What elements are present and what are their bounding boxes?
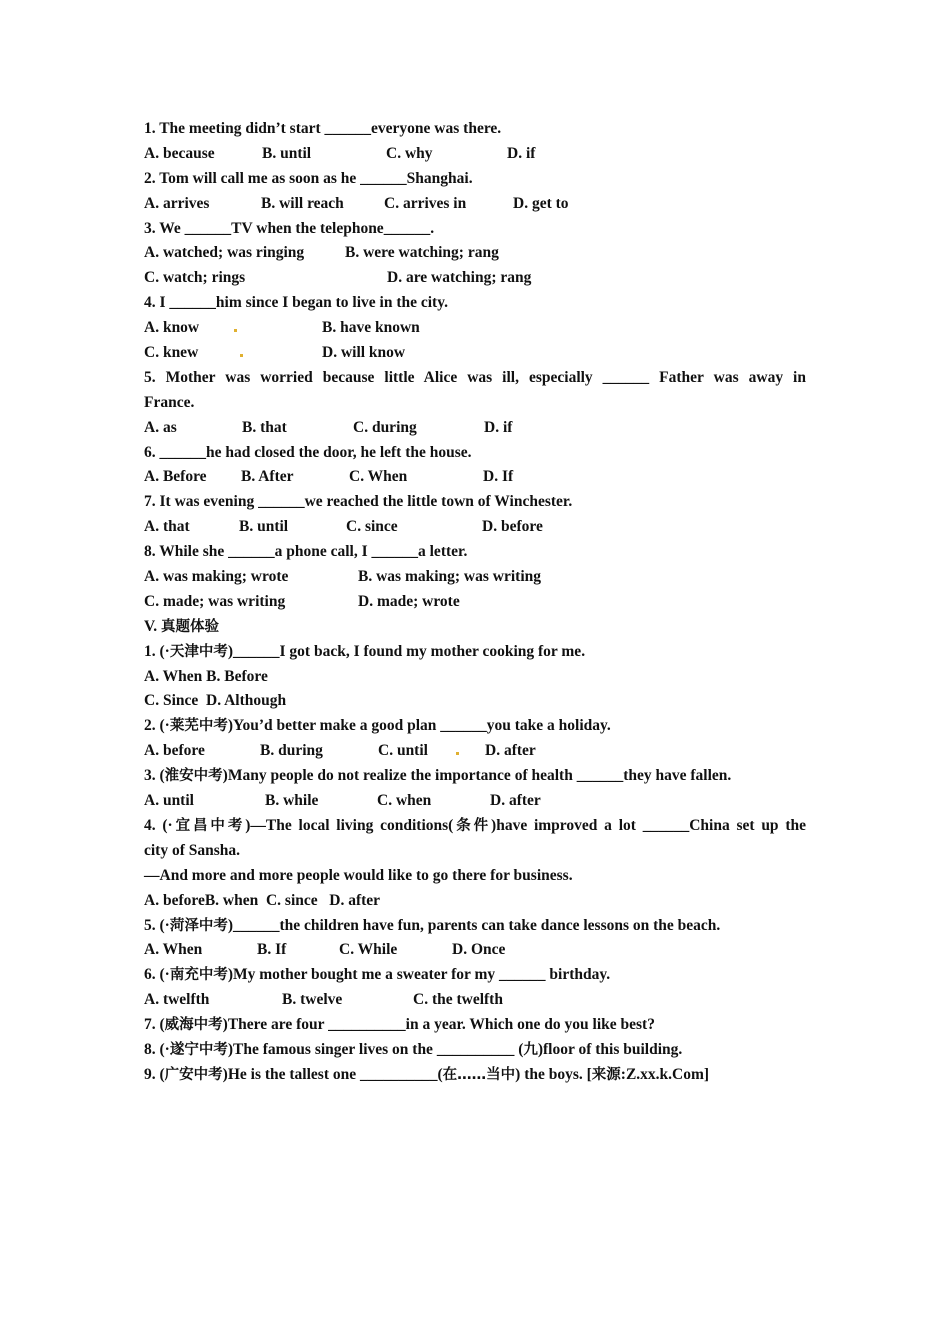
exam-question-3-options	[144, 789, 806, 814]
exam-source: 淮安中考	[164, 768, 223, 785]
option-c: C. watch; rings	[144, 269, 246, 287]
question-3-options-row2	[144, 266, 806, 291]
chinese-gloss: 在……当中	[442, 1066, 516, 1083]
section-v-heading	[144, 615, 806, 640]
worksheet	[144, 117, 806, 1088]
option-b: B. until	[262, 144, 312, 162]
option-c: C. knew	[144, 344, 199, 362]
question-text-cont: )floor of this building.	[537, 1040, 683, 1058]
question-number: 2. (·	[144, 717, 170, 735]
question-number: 5. (·	[144, 916, 170, 934]
question-3-stem: 3. We ______TV when the telephone______.	[144, 219, 435, 237]
option-b: B. during	[260, 742, 323, 760]
option-d: D. if	[507, 144, 536, 162]
question-text: )______I got back, I found my mother cooking for me.	[227, 642, 586, 660]
option-a: A. as	[144, 418, 177, 436]
question-5-stem-line1: 5. Mother was worried because little Alice was ill, especially ______ Father was away in	[144, 368, 806, 386]
question-text: )He is the tallest one __________(	[222, 1065, 443, 1083]
question-number: 9. (	[144, 1065, 165, 1083]
exam-question-1-options-row2: C. Since D. Although	[144, 692, 287, 710]
option-d: D. get to	[513, 194, 569, 212]
option-b: B. were watching; rang	[345, 244, 499, 262]
question-4-stem: 4. I ______him since I began to live in the city.	[144, 294, 448, 312]
exam-question-2	[144, 714, 806, 739]
option-a: A. When	[144, 941, 203, 959]
exam-question-6	[144, 963, 806, 988]
option-d: D. Once	[452, 941, 506, 959]
question-text-cont: ) the boys. [	[515, 1065, 592, 1083]
option-c: C. arrives in	[384, 194, 467, 212]
option-c: C. While	[339, 941, 398, 959]
exam-source: 宜昌中考	[172, 817, 246, 834]
question-1-stem: 1. The meeting didn’t start ______everyone was there.	[144, 120, 502, 137]
scan-speck	[240, 354, 243, 357]
exam-question-4-options: A. beforeB. when C. since D. after	[144, 891, 381, 909]
exam-question-2-options	[144, 739, 806, 764]
question-text: )There are four __________in a year. Which one do you like best?	[222, 1016, 655, 1034]
question-8-options-row1	[144, 565, 806, 590]
question-2-options	[144, 192, 806, 217]
option-b: B. will reach	[261, 194, 344, 212]
option-c: C. until	[378, 742, 428, 760]
option-a: A. watched; was ringing	[144, 244, 305, 262]
question-number: 6. (·	[144, 966, 170, 984]
exam-source: 广安中考	[164, 1066, 223, 1083]
option-d: D. after	[485, 742, 536, 760]
question-number: 7. (	[144, 1016, 165, 1034]
question-4-options-row1	[144, 316, 806, 341]
exam-question-9	[144, 1063, 806, 1088]
option-a: A. know	[144, 319, 200, 337]
question-text: )My mother bought me a sweater for my ______ birthday.	[227, 966, 611, 984]
option-b: B. until	[239, 518, 289, 536]
option-b: B. twelve	[282, 991, 343, 1009]
option-a: A. before	[144, 742, 205, 760]
option-a: A. because	[144, 144, 215, 162]
source-label: 来源	[591, 1066, 621, 1083]
question-text-cont: )have improved a lot ______China set up the	[491, 816, 806, 834]
option-b: B. If	[257, 941, 287, 959]
option-b: B. After	[241, 468, 294, 486]
option-d: D. after	[490, 792, 541, 810]
exam-question-4-line3: —And more and more people would like to go there for business.	[144, 866, 573, 884]
option-b: B. was making; was writing	[358, 568, 542, 586]
option-a: A. Before	[144, 468, 207, 486]
exam-source: 莱芜中考	[169, 718, 228, 735]
question-5-options	[144, 416, 806, 441]
exam-question-7	[144, 1013, 806, 1038]
exam-source: 威海中考	[164, 1017, 223, 1034]
option-a: A. arrives	[144, 194, 210, 212]
scan-speck	[456, 752, 459, 755]
exam-question-1	[144, 640, 806, 665]
option-b: B. have known	[322, 319, 420, 337]
source-url: :Z.xx.k.Com]	[620, 1065, 710, 1083]
exam-question-5-options	[144, 938, 806, 963]
option-a: A. twelfth	[144, 991, 210, 1009]
question-4-options-row2	[144, 341, 806, 366]
option-c: C. made; was writing	[144, 592, 286, 610]
exam-question-8	[144, 1038, 806, 1063]
option-c: C. since	[346, 518, 398, 536]
option-d: D. are watching; rang	[387, 269, 532, 287]
option-d: D. will know	[322, 344, 406, 362]
exam-question-1-options-row1: A. When B. Before	[144, 667, 268, 685]
option-c: C. when	[377, 792, 432, 810]
option-c: C. the twelfth	[413, 991, 503, 1009]
exam-source: 菏泽中考	[169, 917, 228, 934]
question-1-options	[144, 142, 806, 167]
question-text: )Many people do not realize the importance of health ______they have fallen.	[222, 767, 732, 785]
chinese-gloss: 条件	[453, 817, 492, 834]
exam-question-4	[144, 814, 806, 839]
option-b: B. while	[265, 792, 319, 810]
question-6-stem: 6. ______he had closed the door, he left the house.	[144, 443, 472, 461]
exam-source: 遂宁中考	[169, 1041, 228, 1058]
option-d: D. if	[484, 418, 513, 436]
option-b: B. that	[242, 418, 287, 436]
section-v-number: V.	[144, 617, 161, 635]
option-d: D. made; wrote	[358, 592, 460, 610]
question-2-stem: 2. Tom will call me as soon as he ______Shanghai.	[144, 169, 473, 187]
option-a: A. until	[144, 792, 194, 810]
question-text: )You’d better make a good plan ______you take a holiday.	[227, 717, 611, 735]
option-a: A. that	[144, 518, 190, 536]
option-a: A. was making; wrote	[144, 568, 289, 586]
question-text: )The famous singer lives on the __________ (	[227, 1040, 524, 1058]
question-3-options-row1	[144, 241, 806, 266]
exam-question-5	[144, 914, 806, 939]
exam-question-6-options	[144, 988, 806, 1013]
exam-source: 南充中考	[169, 967, 228, 984]
question-text: )______the children have fun, parents can take dance lessons on the beach.	[227, 916, 721, 934]
exam-question-4-line2: city of Sansha.	[144, 841, 241, 859]
question-number: 1. (·	[144, 642, 170, 660]
question-5-stem-line2: France.	[144, 393, 195, 411]
question-8-options-row2	[144, 590, 806, 615]
option-c: C. during	[353, 418, 417, 436]
option-c: C. When	[349, 468, 408, 486]
option-d: D. before	[482, 518, 543, 536]
option-d: D. If	[483, 468, 514, 486]
question-number: 8. (·	[144, 1040, 170, 1058]
question-text: )—The local living conditions(	[245, 816, 454, 834]
question-number: 3. (	[144, 767, 165, 785]
question-7-options	[144, 515, 806, 540]
section-v-title: 真题体验	[160, 618, 219, 635]
exam-source: 天津中考	[169, 643, 228, 660]
question-6-options	[144, 465, 806, 490]
option-c: C. why	[386, 144, 433, 162]
question-8-stem: 8. While she ______a phone call, I ______a letter.	[144, 543, 468, 561]
question-7-stem: 7. It was evening ______we reached the little town of Winchester.	[144, 493, 573, 511]
scan-speck	[234, 329, 237, 332]
exam-question-3	[144, 764, 806, 789]
chinese-gloss: 九	[523, 1041, 538, 1058]
question-number: 4. (·	[144, 816, 173, 834]
